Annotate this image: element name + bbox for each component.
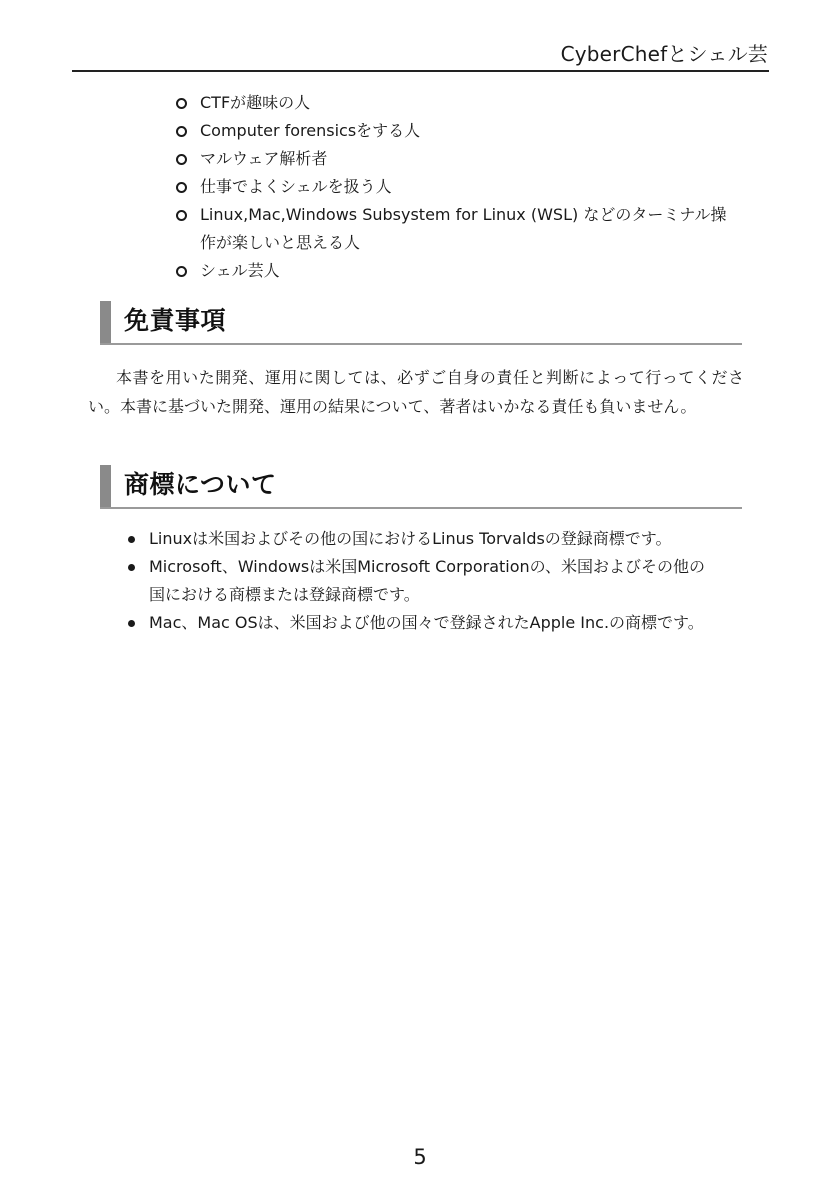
trademark-list [124,525,719,637]
bullet-dot-icon [128,620,135,627]
heading-bar-marker [100,301,111,343]
circle-bullet-icon [176,210,187,221]
list-item-text: マルウェア解析者 [200,149,328,168]
list-item-text: シェル芸人 [200,261,280,280]
header-divider [72,70,769,72]
list-item-text: Linuxは米国およびその他の国におけるLinus Torvaldsの登録商標です。 [149,529,672,548]
circle-bullet-icon [176,182,187,193]
list-item [176,145,740,173]
circle-bullet-icon [176,266,187,277]
bullet-dot-icon [128,536,135,543]
list-item-text: Mac、Mac OSは、米国および他の国々で登録されたApple Inc.の商標です。 [149,613,704,632]
disclaimer-body: 本書を用いた開発、運用に関しては、必ずご自身の責任と判断によって行ってください。本書に基づいた開発、運用の結果について、著者はいかなる責任も負いません。 [88,368,744,416]
list-item [176,173,740,201]
list-item [176,257,740,285]
page-number: 5 [413,1145,427,1169]
circle-bullet-icon [176,126,187,137]
list-item-text: Microsoft、Windowsは米国Microsoft Corporationの、米国およびその他の国における商標または登録商標です。 [149,557,706,604]
list-item [176,117,740,145]
heading-bar-marker [100,465,111,507]
audience-list [176,89,740,285]
circle-bullet-icon [176,98,187,109]
list-item [176,201,740,257]
list-item [176,89,740,117]
trademarks-heading-text: 商標について [124,470,277,499]
list-item [124,609,719,637]
bullet-dot-icon [128,564,135,571]
trademarks-heading [100,465,742,509]
disclaimer-heading-text: 免責事項 [124,306,227,335]
list-item-text: Computer forensicsをする人 [200,121,421,140]
list-item-text: CTFが趣味の人 [200,93,311,112]
list-item [124,525,719,553]
list-item-text: 仕事でよくシェルを扱う人 [200,177,392,196]
list-item-text: Linux,Mac,Windows Subsystem for Linux (WSL) などのターミナル操作が楽しいと思える人 [200,205,727,252]
running-header-title: CyberChefとシェル芸 [560,42,768,66]
list-item [124,553,719,609]
disclaimer-heading [100,301,742,345]
circle-bullet-icon [176,154,187,165]
